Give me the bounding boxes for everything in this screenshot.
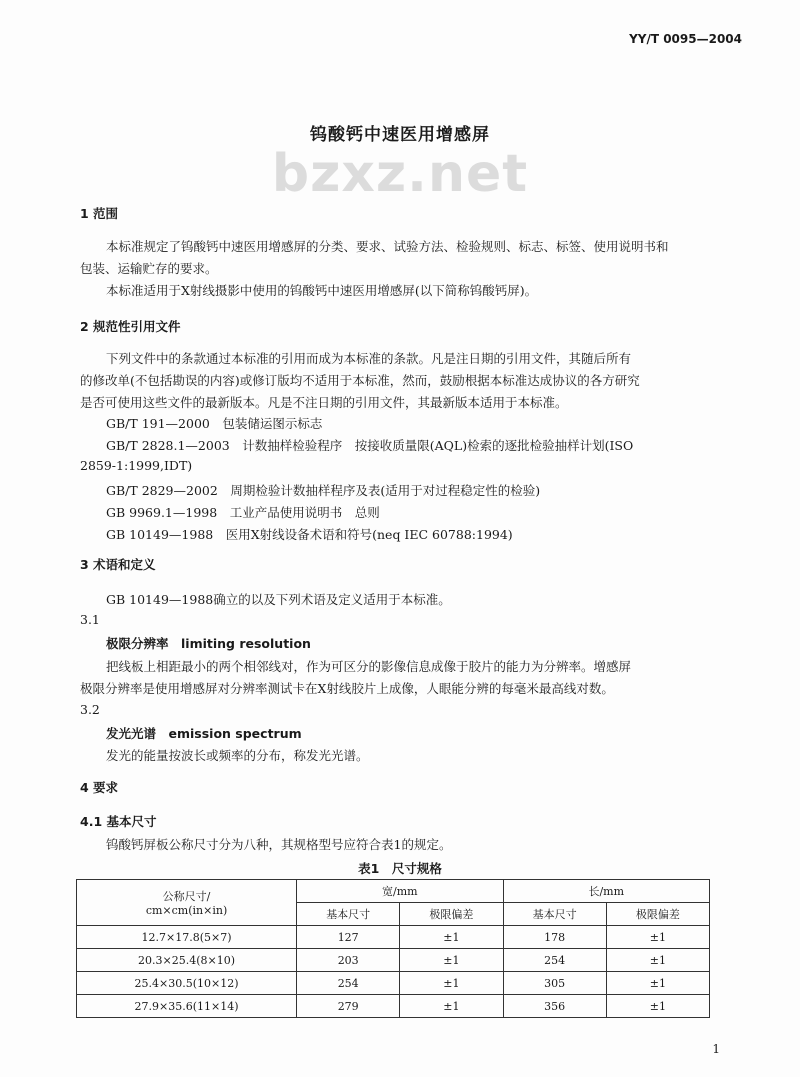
section-4-heading: 4 要求: [80, 780, 119, 795]
reference-item: GB 9969.1—1998 工业产品使用说明书 总则: [106, 505, 380, 520]
header-nominal: [77, 880, 297, 926]
cell: 12.7×17.8(5×7): [77, 926, 297, 949]
page-number: 1: [712, 1042, 720, 1056]
section-1-heading: 1 范围: [80, 206, 119, 221]
cell: 178: [503, 926, 606, 949]
paragraph-line: 下列文件中的条款通过本标准的引用而成为本标准的条款。凡是注日期的引用文件，其随后所有: [106, 351, 632, 366]
reference-item: GB/T 191—2000 包装储运图示标志: [106, 416, 323, 431]
header-length: 长/mm: [503, 880, 709, 903]
term: 极限分辨率 limiting resolution: [106, 636, 311, 651]
paragraph-line: 是否可使用这些文件的最新版本。凡是不注日期的引用文件，其最新版本适用于本标准。: [80, 395, 568, 410]
header-width: 宽/mm: [297, 880, 503, 903]
section-3-heading: 3 术语和定义: [80, 557, 156, 572]
table-row: [77, 995, 710, 1018]
cell: ±1: [400, 972, 503, 995]
table-row: [77, 926, 710, 949]
paragraph-line: 包装、运输贮存的要求。: [80, 261, 218, 276]
cell: ±1: [606, 972, 709, 995]
table-row: [77, 972, 710, 995]
paragraph-line: 本标准规定了钨酸钙中速医用增感屏的分类、要求、试验方法、检验规则、标志、标签、使用说明书和: [106, 239, 669, 254]
header-tolerance: 极限偏差: [400, 903, 503, 926]
cell: 254: [297, 972, 400, 995]
document-title: 钨酸钙中速医用增感屏: [310, 125, 490, 145]
reference-item: GB/T 2828.1—2003 计数抽样检验程序 按接收质量限(AQL)检索的逐批检验抽样计划(ISO: [106, 438, 634, 453]
clause-number: 3.1: [80, 612, 100, 627]
cell: 25.4×30.5(10×12): [77, 972, 297, 995]
subsection-heading: 4.1 基本尺寸: [80, 814, 157, 829]
paragraph-line: 的修改单(不包括勘误的内容)或修订版均不适用于本标准，然而，鼓励根据本标准达成协议的各方研究: [80, 373, 640, 388]
cell: 27.9×35.6(11×14): [77, 995, 297, 1018]
paragraph-line: 本标准适用于X射线摄影中使用的钨酸钙中速医用增感屏(以下简称钨酸钙屏)。: [106, 283, 538, 298]
cell: ±1: [400, 995, 503, 1018]
header-unit: cm×cm(in×in): [145, 904, 228, 917]
table-caption: 表1 尺寸规格: [358, 861, 442, 876]
cell: 356: [503, 995, 606, 1018]
clause-number: 3.2: [80, 702, 100, 717]
paragraph-line: GB 10149—1988确立的以及下列术语及定义适用于本标准。: [106, 592, 451, 607]
cell: ±1: [400, 949, 503, 972]
size-spec-table: [76, 879, 710, 1018]
reference-item: GB/T 2829—2002 周期检验计数抽样程序及表(适用于对过程稳定性的检验): [106, 483, 541, 498]
section-2-heading: 2 规范性引用文件: [80, 319, 181, 334]
cell: 305: [503, 972, 606, 995]
cell: 127: [297, 926, 400, 949]
cell: ±1: [606, 926, 709, 949]
cell: 20.3×25.4(8×10): [77, 949, 297, 972]
cell: ±1: [400, 926, 503, 949]
paragraph-line: 把线板上相距最小的两个相邻线对，作为可区分的影像信息成像于胶片的能力为分辨率。增感屏: [106, 659, 632, 674]
paragraph-line: 极限分辨率是使用增感屏对分辨率测试卡在X射线胶片上成像，人眼能分辨的每毫米最高线对数。: [80, 681, 614, 696]
header-label: 公称尺寸/: [162, 890, 211, 903]
watermark: bzxz.net: [271, 144, 529, 204]
table-row: [77, 949, 710, 972]
standard-number: YY/T 0095—2004: [629, 32, 742, 46]
header-basic: 基本尺寸: [297, 903, 400, 926]
reference-item: 2859-1:1999,IDT): [80, 458, 193, 473]
header-tolerance: 极限偏差: [606, 903, 709, 926]
cell: ±1: [606, 949, 709, 972]
cell: 254: [503, 949, 606, 972]
cell: ±1: [606, 995, 709, 1018]
header-basic: 基本尺寸: [503, 903, 606, 926]
paragraph-line: 钨酸钙屏板公称尺寸分为八种，其规格型号应符合表1的规定。: [106, 837, 452, 852]
reference-item: GB 10149—1988 医用X射线设备术语和符号(neq IEC 60788:1994): [106, 527, 513, 542]
paragraph-line: 发光的能量按波长或频率的分布，称发光光谱。: [106, 748, 369, 763]
cell: 203: [297, 949, 400, 972]
cell: 279: [297, 995, 400, 1018]
term: 发光光谱 emission spectrum: [106, 726, 302, 741]
